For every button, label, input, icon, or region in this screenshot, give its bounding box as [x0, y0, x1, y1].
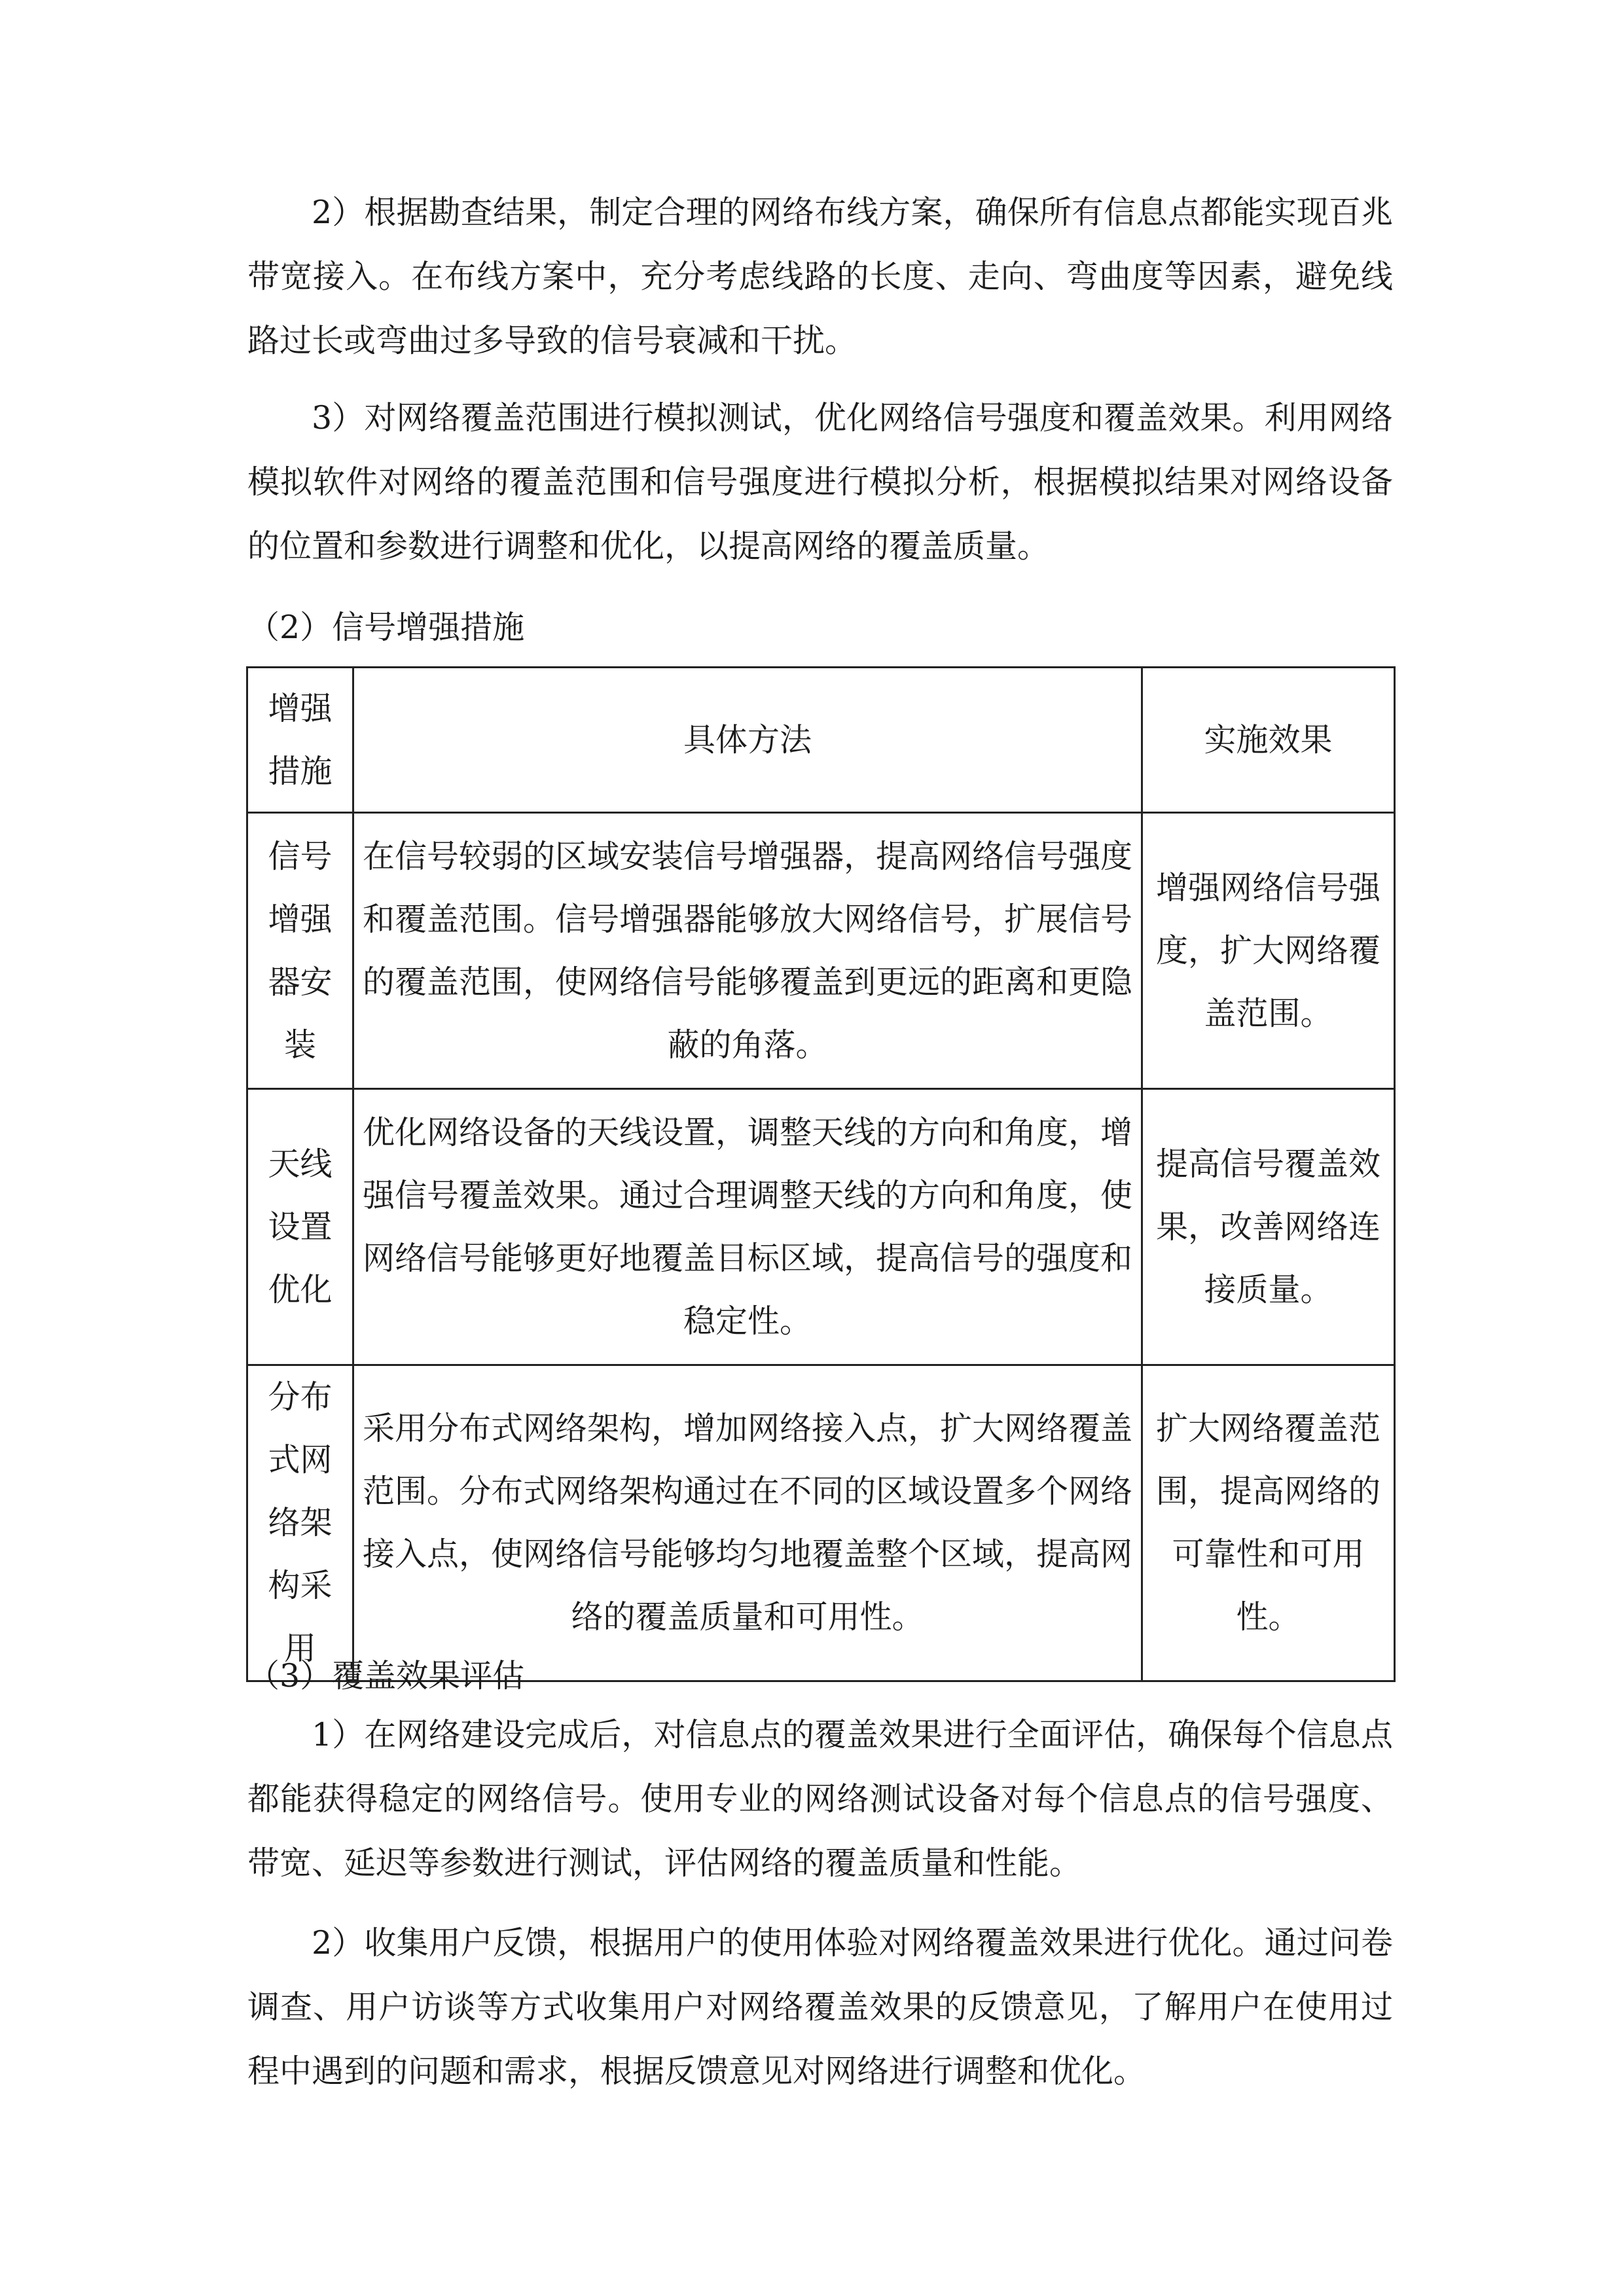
- header-measure: 增强措施: [247, 668, 353, 813]
- paragraph-wiring-plan: 2）根据勘查结果，制定合理的网络布线方案，确保所有信息点都能实现百兆带宽接入。在布线方案中，充分考虑线路的长度、走向、弯曲度等因素，避免线路过长或弯曲过多导致的信号衰减和干扰。: [247, 194, 1393, 359]
- table-row: [247, 1365, 1395, 1681]
- header-method: 具体方法: [353, 668, 1142, 813]
- paragraph-coverage-simulation: 3）对网络覆盖范围进行模拟测试，优化网络信号强度和覆盖效果。利用网络模拟软件对网络的覆盖范围和信号强度进行模拟分析，根据模拟结果对网络设备的位置和参数进行调整和优化，以提高网络的覆盖质量。: [247, 399, 1393, 565]
- paragraph-user-feedback: 2）收集用户反馈，根据用户的使用体验对网络覆盖效果进行优化。通过问卷调查、用户访谈等方式收集用户对网络覆盖效果的反馈意见，了解用户在使用过程中遇到的问题和需求，根据反馈意见对网络进行调整和优化。: [247, 1924, 1393, 2090]
- paragraph-post-build-evaluation: 1）在网络建设完成后，对信息点的覆盖效果进行全面评估，确保每个信息点都能获得稳定的网络信号。使用专业的网络测试设备对每个信息点的信号强度、带宽、延迟等参数进行测试，评估网络的覆盖质量和性能。: [247, 1716, 1393, 1882]
- cell-measure: 分布式网络架构采用: [247, 1365, 353, 1681]
- header-effect: 实施效果: [1142, 668, 1395, 813]
- signal-enhancement-table: [246, 666, 1396, 1682]
- table-row: [247, 813, 1395, 1089]
- cell-measure: 信号增强器安装: [247, 813, 353, 1089]
- cell-effect: 提高信号覆盖效果，改善网络连接质量。: [1142, 1089, 1395, 1365]
- cell-measure: 天线设置优化: [247, 1089, 353, 1365]
- section-heading-coverage-evaluation: （3）覆盖效果评估: [247, 1657, 525, 1695]
- table-header-row: [247, 668, 1395, 813]
- cell-effect: 扩大网络覆盖范围，提高网络的可靠性和可用性。: [1142, 1365, 1395, 1681]
- cell-method: 优化网络设备的天线设置，调整天线的方向和角度，增强信号覆盖效果。通过合理调整天线的方向和角度，使网络信号能够更好地覆盖目标区域，提高信号的强度和稳定性。: [353, 1089, 1142, 1365]
- section-heading-signal-enhancement: （2）信号增强措施: [247, 609, 525, 646]
- cell-method: 采用分布式网络架构，增加网络接入点，扩大网络覆盖范围。分布式网络架构通过在不同的区域设置多个网络接入点，使网络信号能够均匀地覆盖整个区域，提高网络的覆盖质量和可用性。: [353, 1365, 1142, 1681]
- cell-method: 在信号较弱的区域安装信号增强器，提高网络信号强度和覆盖范围。信号增强器能够放大网络信号，扩展信号的覆盖范围，使网络信号能够覆盖到更远的距离和更隐蔽的角落。: [353, 813, 1142, 1089]
- cell-effect: 增强网络信号强度，扩大网络覆盖范围。: [1142, 813, 1395, 1089]
- table-row: [247, 1089, 1395, 1365]
